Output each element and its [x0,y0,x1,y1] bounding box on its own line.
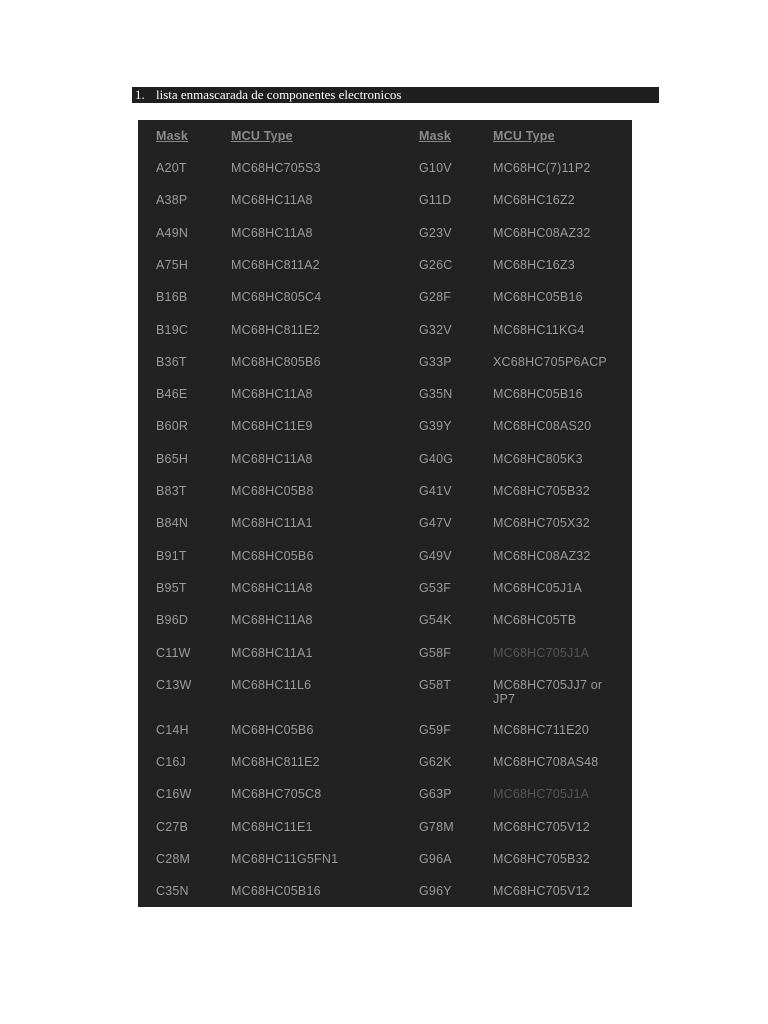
mask-cell: C35N [156,884,189,899]
header-mask: Mask [419,129,452,143]
table-row [138,852,632,884]
mask-cell: G35N [419,387,453,402]
list-number: 1. [135,87,145,102]
table-row [138,323,632,355]
mcu-type-cell: MC68HC11A8 [231,613,313,628]
table-row [138,226,632,258]
table-row [138,646,632,678]
mcu-type-cell: MC68HC708AS48 [493,755,599,770]
table-row [138,613,632,645]
mcu-type-cell: MC68HC811E2 [231,755,320,770]
mask-cell: A38P [156,193,188,208]
table-row [138,723,632,755]
mask-cell: G40G [419,451,454,466]
mask-cell: G49V [419,548,452,563]
mcu-type-cell: MC68HC705JJ7 or JP7 [493,677,603,706]
mask-cell: C13W [156,677,192,692]
mcu-type-cell: MC68HC(7)11P2 [493,161,591,175]
mask-cell: G10V [419,161,452,175]
header-mcu-type: MCU Type [231,129,293,143]
table-row [138,484,632,516]
mask-cell: B46E [156,387,188,402]
table-row [138,161,632,193]
mcu-type-cell: MC68HC11A8 [231,225,313,240]
mcu-type-cell: MC68HC11L6 [231,677,312,692]
mcu-type-cell: MC68HC705V12 [493,819,590,834]
mcu-type-cell: MC68HC05TB [493,613,577,628]
mask-cell: C11W [156,645,191,660]
mcu-type-cell: MC68HC05B16 [231,884,321,899]
mask-cell: A20T [156,161,187,175]
mask-cell: G39Y [419,419,452,434]
mask-cell: B83T [156,484,187,498]
mcu-type-cell: MC68HC811E2 [231,322,320,337]
list-heading [132,87,659,103]
mask-cell: G54K [419,613,452,628]
table-row [138,820,632,852]
mask-cell: G59F [419,722,452,737]
mcu-type-cell: MC68HC05B8 [231,484,314,498]
mcu-type-cell: MC68HC705V12 [493,884,590,899]
mcu-type-cell: MC68HC05B16 [493,387,583,402]
mcu-type-cell: MC68HC05B6 [231,548,314,563]
mcu-type-cell: MC68HC11A1 [231,645,313,660]
mcu-type-cell: MC68HC705C8 [231,787,322,802]
mcu-type-cell: MC68HC11A8 [231,193,313,208]
mask-cell: G62K [419,755,452,770]
mcu-type-cell: MC68HC05J1A [493,580,583,595]
mcu-type-cell: MC68HC711E20 [493,722,589,737]
mask-table [138,120,632,907]
mcu-type-cell: XC68HC705P6ACP [493,354,607,369]
mask-cell: C27B [156,819,189,834]
table-row [138,193,632,225]
mcu-type-cell: MC68HC705X32 [493,516,590,531]
mcu-type-cell: MC68HC805K3 [493,451,583,466]
mcu-type-cell: MC68HC08AZ32 [493,548,591,563]
mcu-type-cell: MC68HC11E9 [231,419,313,434]
header-mcu-type: MCU Type [493,129,555,143]
table-row [138,678,632,710]
table-row [138,549,632,581]
mask-cell: G47V [419,516,452,531]
mask-cell: B19C [156,322,189,337]
mcu-type-cell: MC68HC05B6 [231,722,314,737]
mask-cell: B91T [156,548,187,563]
mask-cell: G33P [419,354,452,369]
mask-cell: G32V [419,322,452,337]
mask-cell: G26C [419,257,453,272]
table-row [138,258,632,290]
mask-cell: A49N [156,225,189,240]
mcu-type-cell: MC68HC08AS20 [493,419,592,434]
table-row [138,387,632,419]
mask-cell: G23V [419,225,452,240]
mcu-type-cell: MC68HC11A1 [231,516,313,531]
mask-cell: C28M [156,852,191,866]
table-row [138,787,632,819]
mcu-type-cell: MC68HC11A8 [231,451,313,466]
mcu-type-cell: MC68HC805B6 [231,354,321,369]
mask-cell: G28F [419,290,452,305]
mcu-type-cell: MC68HC805C4 [231,290,322,305]
table-row [138,452,632,484]
mcu-type-cell: MC68HC16Z2 [493,193,575,208]
mcu-type-cell: MC68HC11E1 [231,819,313,834]
mcu-type-cell: MC68HC705B32 [493,852,590,866]
mask-cell: B60R [156,419,189,434]
mcu-type-cell: MC68HC11KG4 [493,322,585,337]
mask-cell: G53F [419,580,452,595]
mask-cell: B96D [156,613,189,628]
mcu-type-cell: MC68HC11A8 [231,387,313,402]
mcu-type-cell: MC68HC16Z3 [493,257,575,272]
mask-cell: B84N [156,516,189,531]
table-header-row [138,129,632,161]
header-mask: Mask [156,129,189,143]
mask-cell: C14H [156,722,189,737]
mcu-type-cell: MC68HC05B16 [493,290,583,305]
mask-cell: C16W [156,787,192,802]
mask-cell: G96A [419,852,452,866]
mask-cell: C16J [156,755,186,770]
mask-cell: G96Y [419,884,452,899]
mcu-type-cell: MC68HC705B32 [493,484,590,498]
mask-cell: G63P [419,787,452,802]
table-row [138,884,632,916]
table-row [138,581,632,613]
mask-cell: G11D [419,193,452,208]
mcu-type-cell: MC68HC11G5FN1 [231,852,339,866]
mask-cell: B16B [156,290,188,305]
mcu-type-link[interactable]: MC68HC705J1A [493,787,590,802]
table-row [138,755,632,787]
mask-cell: G41V [419,484,452,498]
mask-cell: G58T [419,677,452,692]
mask-cell: G78M [419,819,454,834]
mask-cell: G58F [419,645,452,660]
mask-cell: B36T [156,354,187,369]
mcu-type-cell: MC68HC11A8 [231,580,313,595]
mask-cell: A75H [156,257,189,272]
table-row [138,355,632,387]
table-row [138,419,632,451]
mcu-type-cell: MC68HC811A2 [231,257,320,272]
mask-cell: B65H [156,451,189,466]
mcu-type-cell: MC68HC705S3 [231,161,321,175]
mask-cell: B95T [156,580,187,595]
table-row [138,516,632,548]
heading-text: lista enmascarada de componentes electronicos [156,87,402,102]
table-row [138,290,632,322]
mcu-type-cell: MC68HC08AZ32 [493,225,591,240]
mcu-type-link[interactable]: MC68HC705J1A [493,645,590,660]
